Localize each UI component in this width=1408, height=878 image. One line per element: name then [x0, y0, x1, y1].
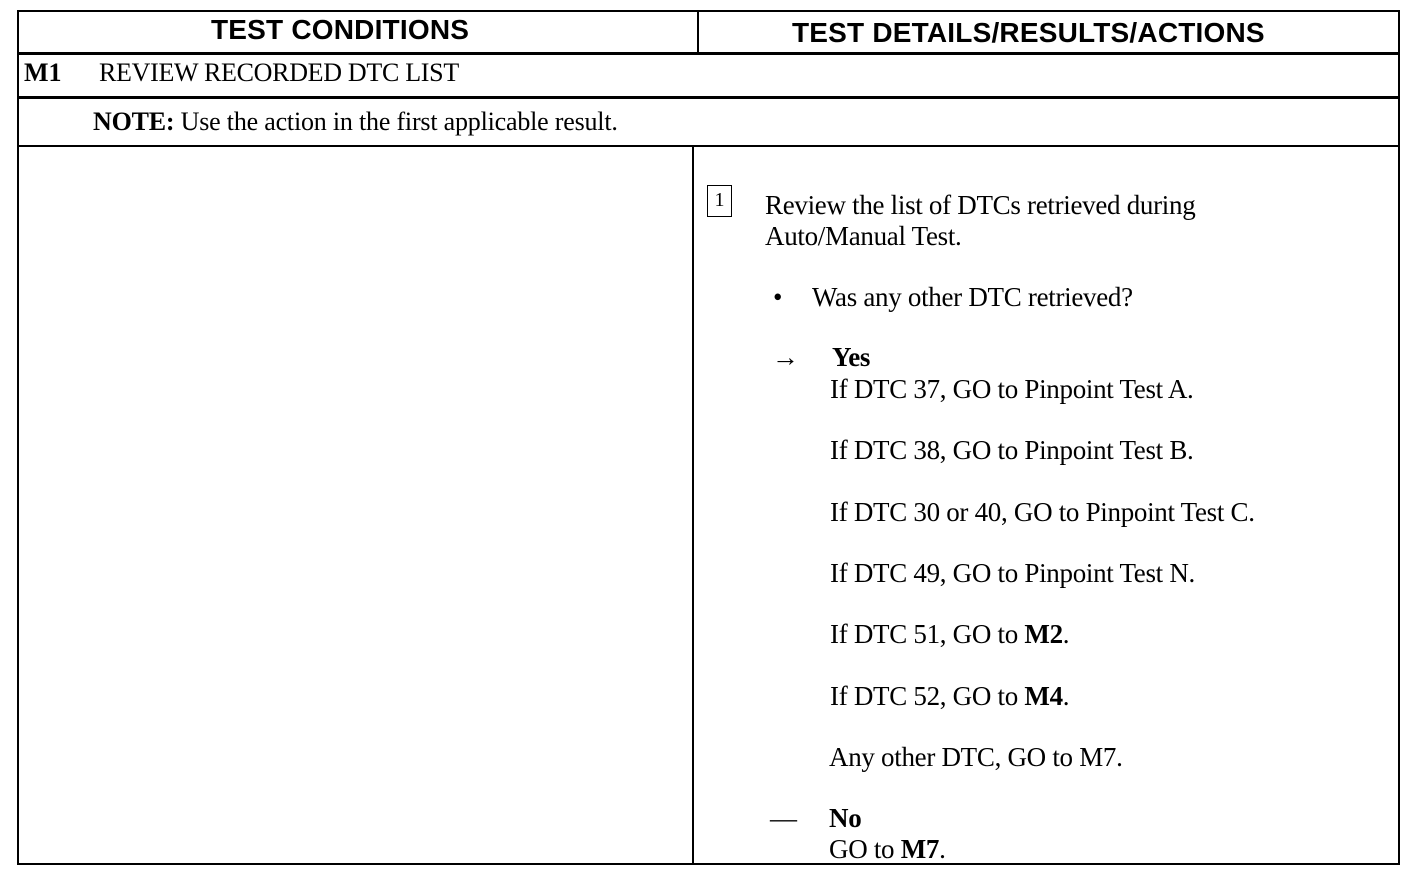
- yes-action-6-text: If DTC 52, GO to: [830, 681, 1025, 711]
- yes-action-5-target: M2: [1024, 619, 1063, 649]
- yes-action-2: If DTC 38, GO to Pinpoint Test B.: [830, 435, 1194, 465]
- yes-action-3: If DTC 30 or 40, GO to Pinpoint Test C.: [830, 497, 1255, 527]
- no-label: No: [829, 803, 862, 833]
- no-action-suffix: .: [939, 834, 946, 864]
- step-title: REVIEW RECORDED DTC LIST: [99, 58, 459, 87]
- no-dash-icon: —: [770, 803, 797, 833]
- yes-action-6-suffix: .: [1062, 681, 1070, 711]
- instruction-line-1: Review the list of DTCs retrieved during: [765, 190, 1196, 220]
- no-action-text: GO to: [829, 834, 901, 864]
- header-test-details: TEST DETAILS/RESULTS/ACTIONS: [792, 17, 1265, 48]
- yes-action-5-text: If DTC 51, GO to: [830, 619, 1025, 649]
- note: [93, 107, 618, 137]
- header-column-divider: [697, 10, 699, 54]
- question: Was any other DTC retrieved?: [812, 282, 1133, 312]
- step-number-box: 1: [707, 185, 732, 217]
- yes-action-7: [829, 742, 1123, 773]
- yes-action-7-target: M7: [1079, 742, 1117, 772]
- yes-action-7-text: Any other DTC, GO to: [829, 742, 1080, 772]
- no-action-target: M7: [900, 834, 940, 864]
- note-label: NOTE:: [93, 107, 175, 136]
- yes-action-7-suffix: .: [1116, 742, 1123, 772]
- note-text: Use the action in the first applicable result.: [180, 107, 618, 136]
- header-test-conditions: TEST CONDITIONS: [211, 14, 470, 45]
- yes-label: Yes: [832, 342, 871, 372]
- step-divider: [17, 96, 1400, 99]
- note-divider: [17, 145, 1400, 147]
- yes-action-4: If DTC 49, GO to Pinpoint Test N.: [830, 558, 1195, 588]
- instruction-line-2: Auto/Manual Test.: [765, 221, 962, 251]
- bullet-icon: •: [773, 282, 783, 312]
- no-action: [829, 834, 946, 865]
- step-id: M1: [24, 58, 62, 87]
- body-column-divider: [692, 146, 694, 864]
- yes-action-6-target: M4: [1024, 681, 1063, 711]
- yes-action-5-suffix: .: [1062, 619, 1070, 649]
- yes-action-6: [830, 681, 1069, 712]
- header-divider: [17, 52, 1400, 55]
- yes-arrow-icon: →: [772, 342, 799, 372]
- yes-action-5: [830, 619, 1069, 650]
- yes-action-1: If DTC 37, GO to Pinpoint Test A.: [830, 374, 1194, 404]
